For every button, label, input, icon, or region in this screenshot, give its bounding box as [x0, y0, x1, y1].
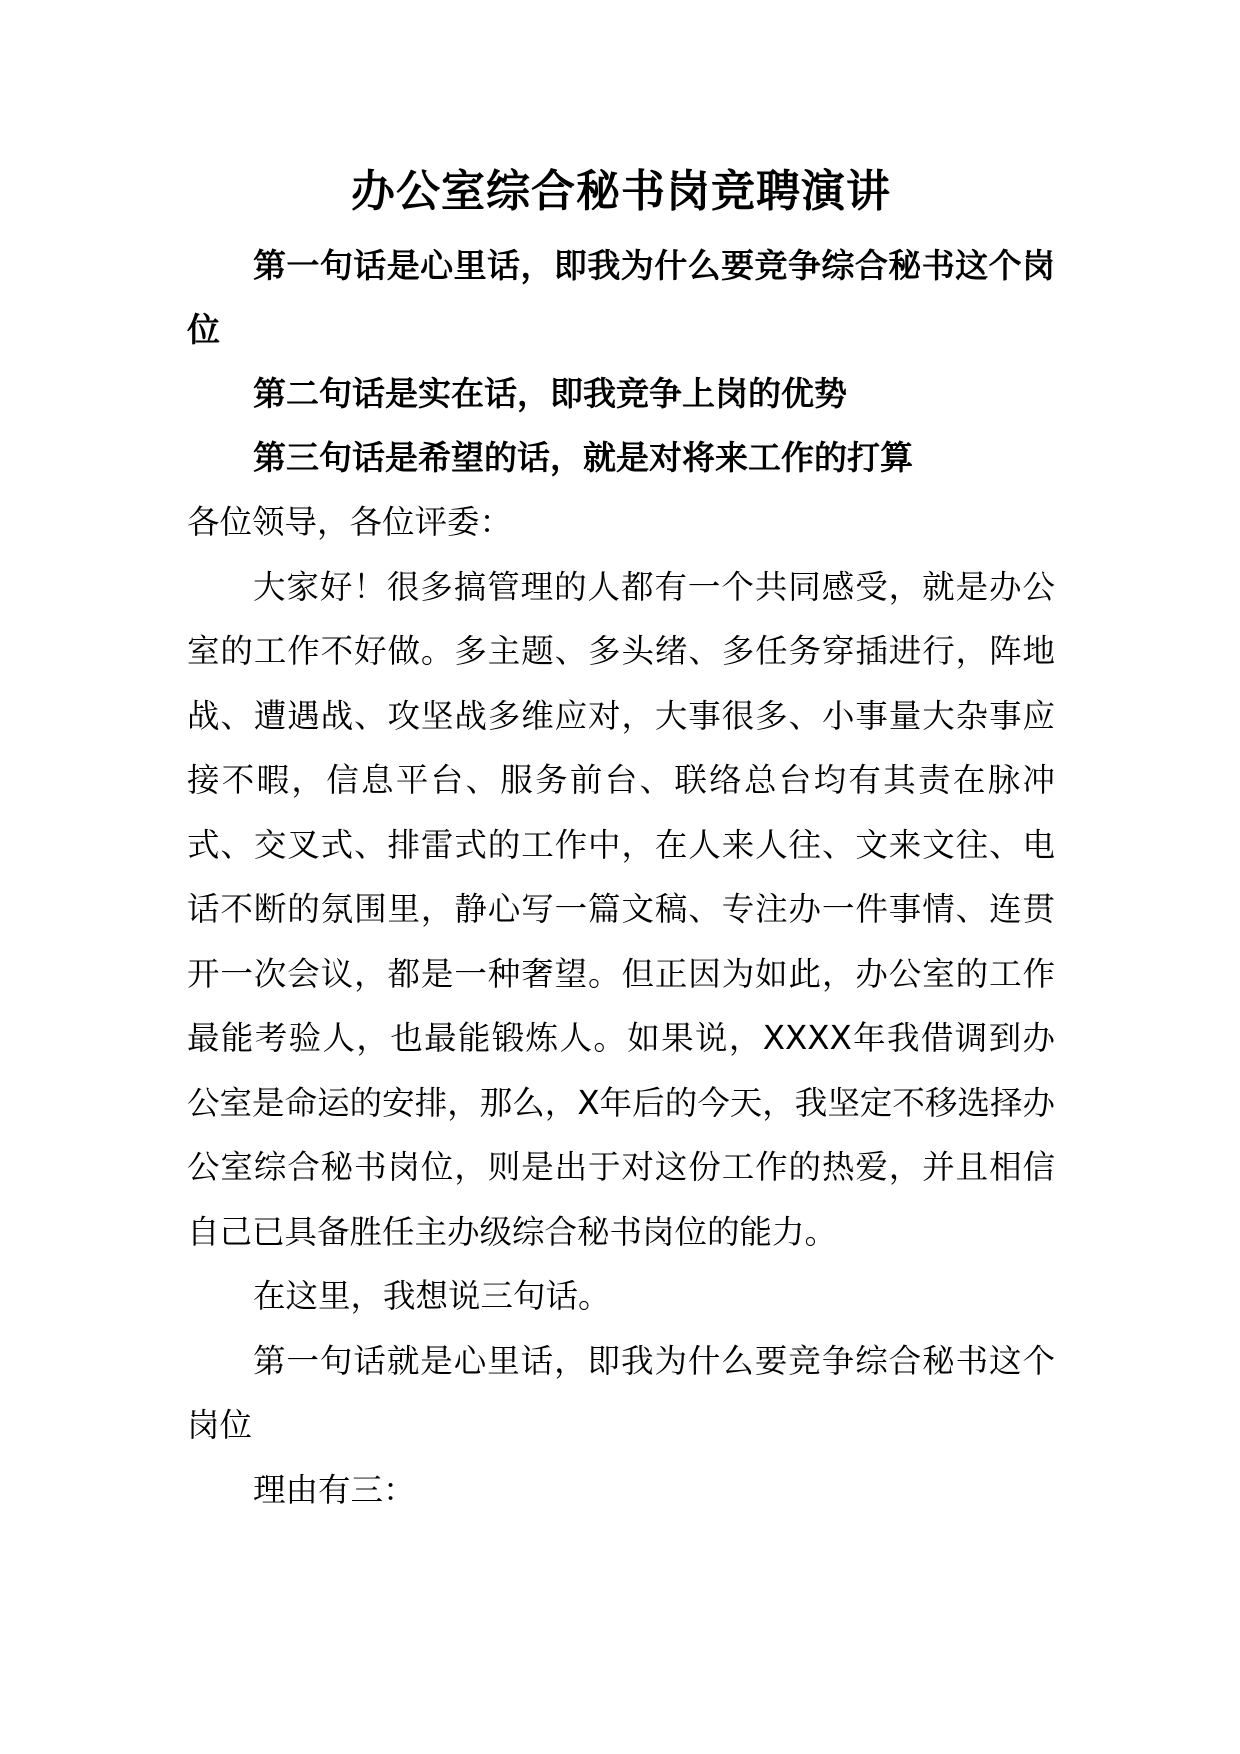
body-paragraph-first-sentence: 第一句话就是心里话，即我为什么要竞争综合秘书这个岗位: [187, 1341, 1055, 1444]
heading-first-sentence: 第一句话是心里话，即我为什么要竞争综合秘书这个岗位: [187, 246, 1055, 349]
body-paragraph-three-reasons: 理由有三：: [253, 1470, 416, 1509]
body-paragraph-intro: 大家好！很多搞管理的人都有一个共同感受，就是办公室的工作不好做。多主题、多头绪、多任务穿插进行，阵地战、遭遇战、攻坚战多维应对，大事很多、小事量大杂事应接不暇，信息平台、服务前台、联络总台均有其责在脉冲式、交叉式、排雷式的工作中，在人来人往、文来文往、电话不断的氛围里，静心写一篇文稿、专注办一件事情、连贯开一次会议，都是一种奢望。但正因为如此，办公室的工作最能考验人，也最能锻炼人。如果说，XXXX年我借调到办公室是命运的安排，那么，X年后的今天，我坚定不移选择办公室综合秘书岗位，则是出于对这份工作的热爱，并且相信自己已具备胜任主办级综合秘书岗位的能力。: [187, 567, 1055, 1251]
heading-third-sentence: 第三句话是希望的话，就是对将来工作的打算: [253, 438, 913, 477]
document-page: [187, 160, 1055, 1522]
salutation: 各位领导，各位评委：: [187, 503, 513, 541]
document-title: 办公室综合秘书岗竞聘演讲: [351, 166, 891, 217]
heading-second-sentence: 第二句话是实在话，即我竞争上岗的优势: [253, 374, 847, 413]
body-paragraph-three-sentences: 在这里，我想说三句话。: [253, 1277, 611, 1315]
